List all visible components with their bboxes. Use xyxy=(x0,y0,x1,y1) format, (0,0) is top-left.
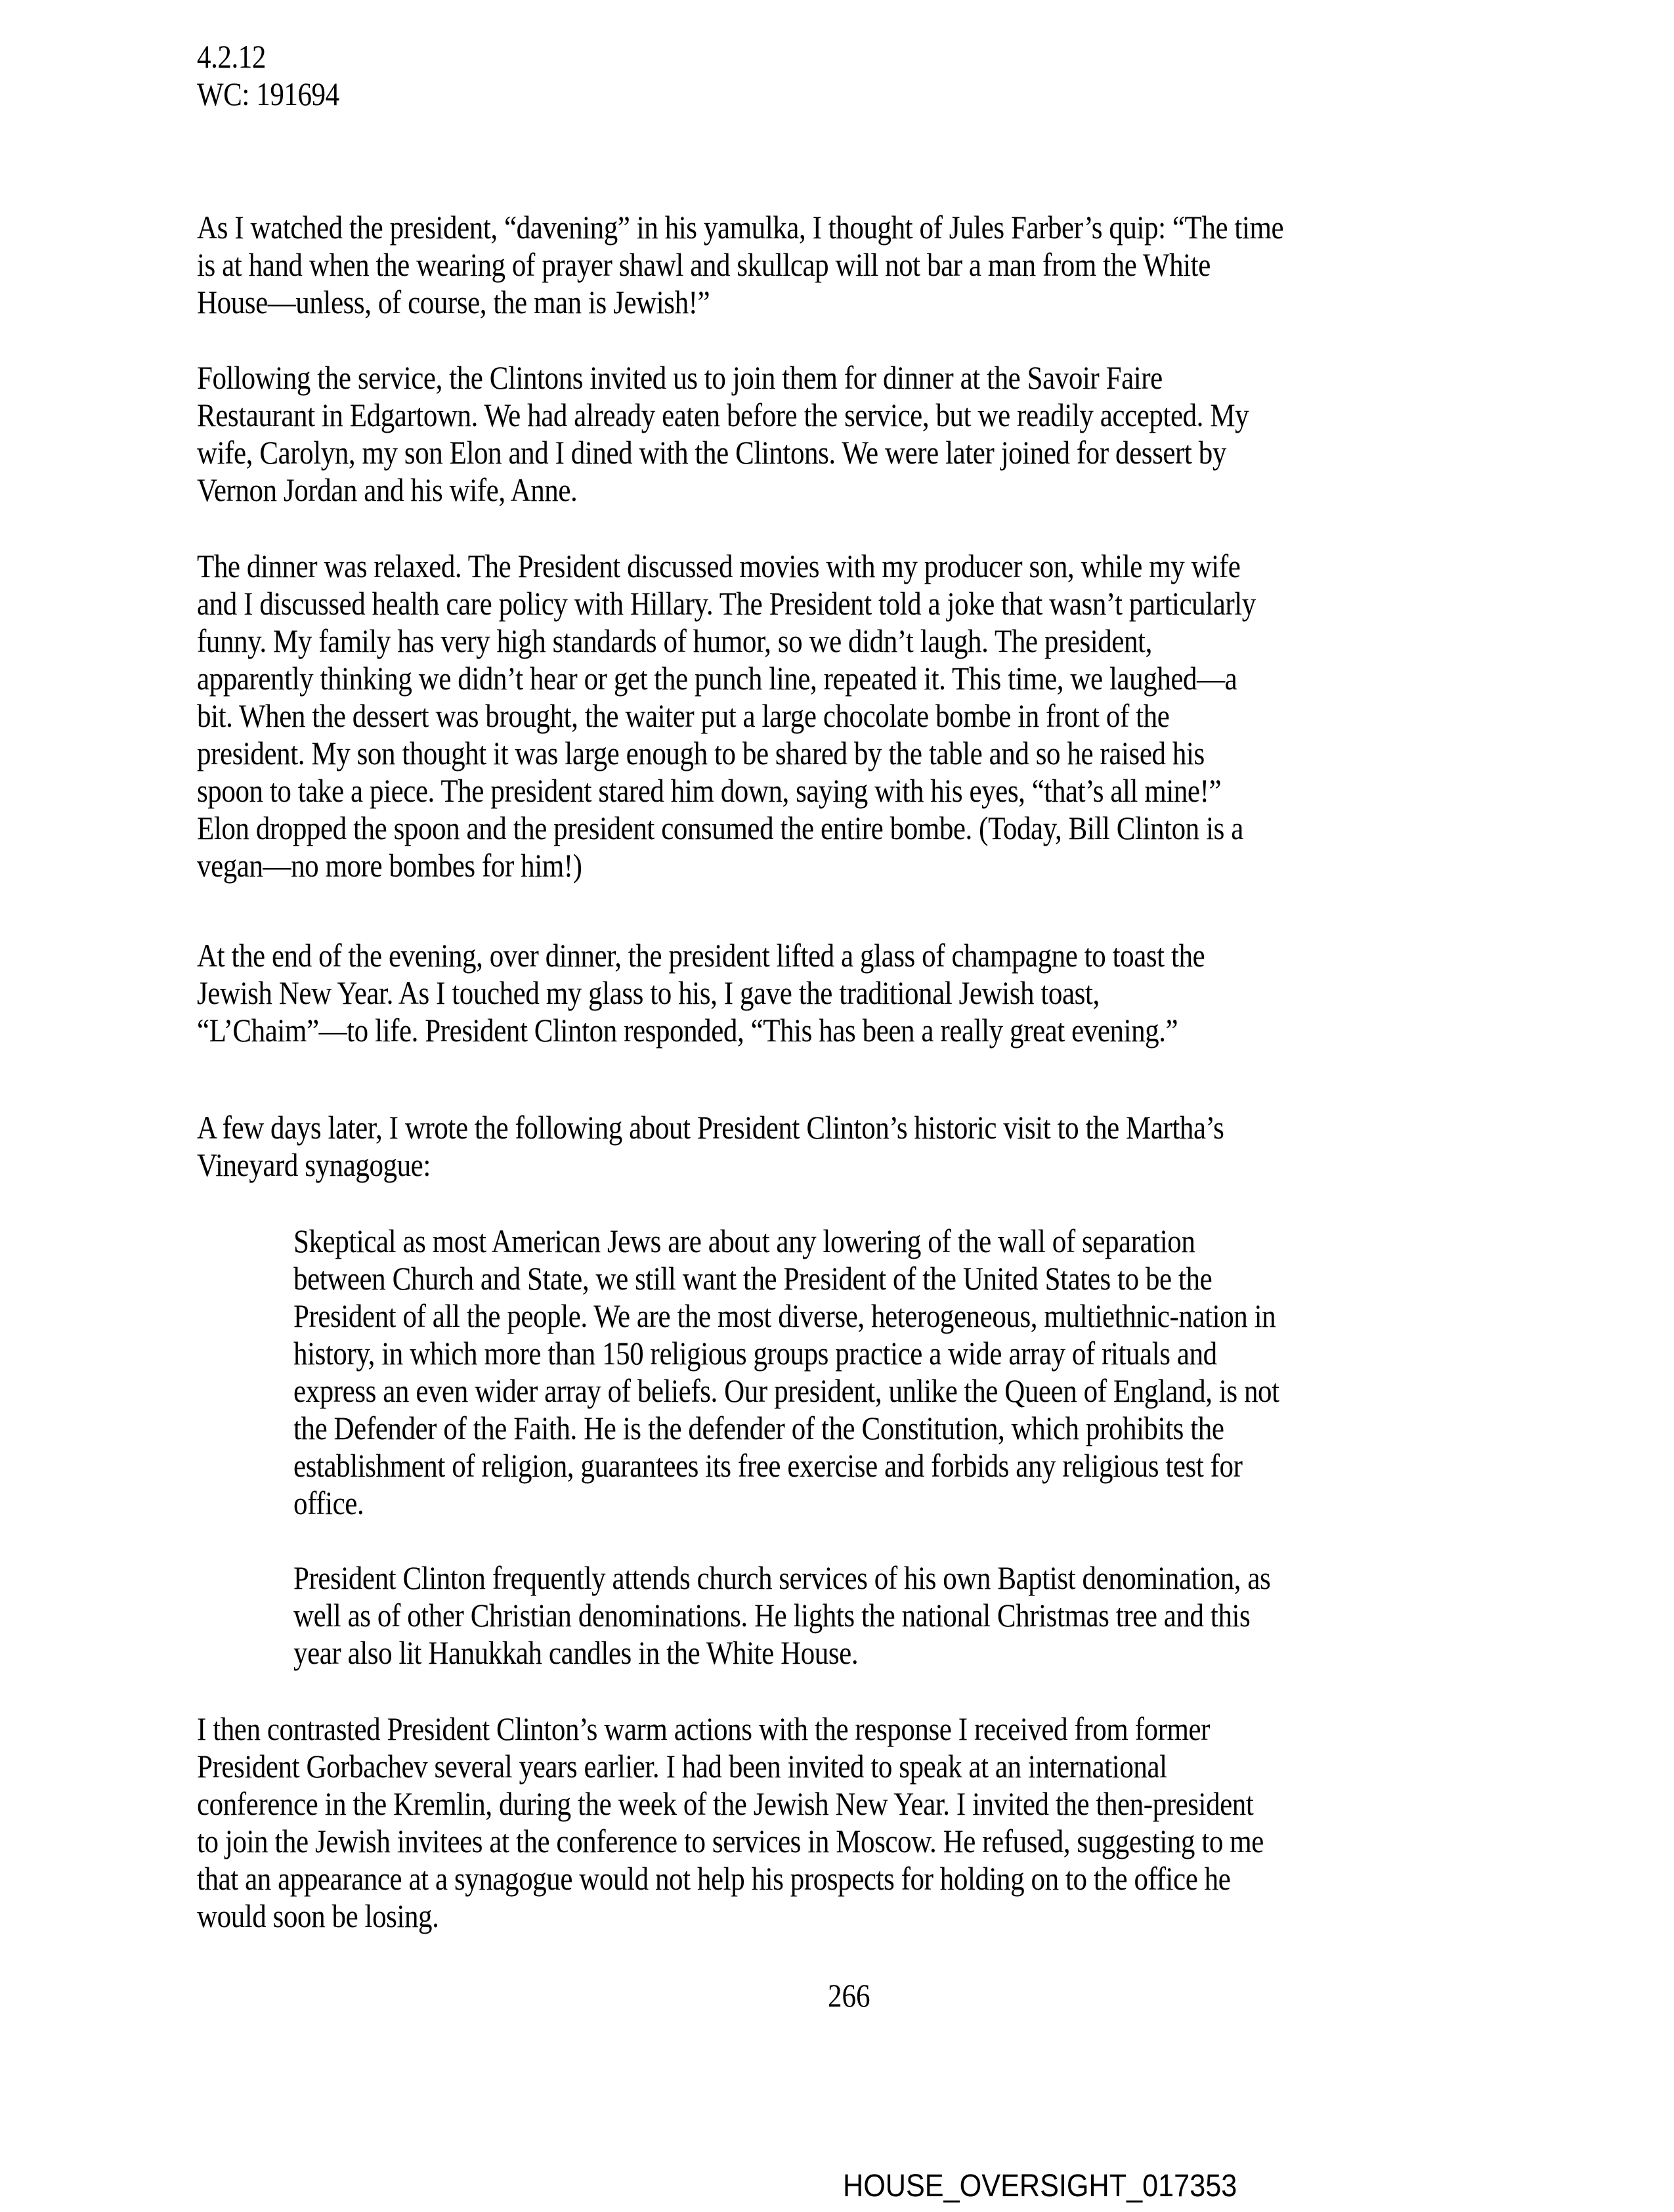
text-line: Vineyard synagogue: xyxy=(197,1146,431,1183)
text-line: Restaurant in Edgartown. We had already eaten before the service, but we readily accepted. My xyxy=(197,397,1249,433)
document-header xyxy=(197,38,362,113)
text-line: that an appearance at a synagogue would not help his prospects for holding on to the office he xyxy=(197,1860,1231,1897)
text-line: “L’Chaim”—to life. President Clinton responded, “This has been a really great evening.” xyxy=(197,1012,1178,1049)
page-number: 266 xyxy=(828,1977,870,2014)
quote-line: express an even wider array of beliefs. Our president, unlike the Queen of England, is not xyxy=(293,1372,1279,1409)
paragraph-dinner-relaxed xyxy=(197,548,1428,884)
text-line: bit. When the dessert was brought, the waiter put a large chocolate bombe in front of the xyxy=(197,697,1170,734)
paragraph-dinner-invitation xyxy=(197,359,1420,509)
text-line: House—unless, of course, the man is Jewish!” xyxy=(197,284,710,320)
text-line: conference in the Kremlin, during the week of the Jewish New Year. I invited the then-president xyxy=(197,1785,1254,1822)
text-line: apparently thinking we didn’t hear or get the punch line, repeated it. This time, we laughed—a xyxy=(197,660,1237,697)
text-line: spoon to take a piece. The president stared him down, saying with his eyes, “that’s all mine!” xyxy=(197,772,1222,809)
text-line: Vernon Jordan and his wife, Anne. xyxy=(197,471,578,508)
text-line: As I watched the president, “davening” in his yamulka, I thought of Jules Farber’s quip: “The time xyxy=(197,209,1284,246)
quote-line: the Defender of the Faith. He is the defender of the Constitution, which prohibits the xyxy=(293,1410,1224,1446)
text-line: Jewish New Year. As I touched my glass to his, I gave the traditional Jewish toast, xyxy=(197,974,1100,1011)
quote-line: between Church and State, we still want the President of the United States to be the xyxy=(293,1260,1213,1297)
paragraph-gorbachev xyxy=(197,1710,1437,1935)
text-line: is at hand when the wearing of prayer shawl and skullcap will not bar a man from the White xyxy=(197,246,1211,283)
paragraph-toast xyxy=(197,937,1369,1049)
blockquote-separation xyxy=(293,1223,1440,1522)
quote-line: Skeptical as most American Jews are about any lowering of the wall of separation xyxy=(293,1223,1195,1259)
text-line: Elon dropped the spoon and the president consumed the entire bombe. (Today, Bill Clinton is a xyxy=(197,810,1243,846)
paragraph-davening xyxy=(197,209,1461,321)
text-line: wife, Carolyn, my son Elon and I dined with the Clintons. We were later joined for dessert by xyxy=(197,434,1226,471)
quote-line: President of all the people. We are the most diverse, heterogeneous, multiethnic-nation in xyxy=(293,1297,1276,1334)
text-line: The dinner was relaxed. The President discussed movies with my producer son, while my wife xyxy=(197,548,1241,584)
text-line: and I discussed health care policy with Hillary. The President told a joke that wasn’t particularly xyxy=(197,585,1256,622)
bates-number: HOUSE_OVERSIGHT_017353 xyxy=(843,2169,1237,2203)
text-line: would soon be losing. xyxy=(197,1898,439,1934)
quote-line: office. xyxy=(293,1485,364,1521)
blockquote-church-services xyxy=(293,1559,1430,1672)
quote-line: history, in which more than 150 religious groups practice a wide array of rituals and xyxy=(293,1335,1217,1372)
word-count: WC: 191694 xyxy=(197,76,339,112)
quote-line: well as of other Christian denominations. He lights the national Christmas tree and this xyxy=(293,1597,1251,1634)
text-line: At the end of the evening, over dinner, the president lifted a glass of champagne to toast the xyxy=(197,937,1205,974)
text-line: funny. My family has very high standards of humor, so we didn’t laugh. The president, xyxy=(197,622,1152,659)
paragraph-few-days-later xyxy=(197,1109,1391,1184)
quote-line: year also lit Hanukkah candles in the White House. xyxy=(293,1634,859,1671)
text-line: to join the Jewish invitees at the conference to services in Moscow. He refused, suggesting to me xyxy=(197,1823,1264,1859)
quote-line: establishment of religion, guarantees its free exercise and forbids any religious test for xyxy=(293,1447,1243,1484)
text-line: A few days later, I wrote the following about President Clinton’s historic visit to the Martha’s xyxy=(197,1109,1224,1146)
text-line: vegan—no more bombes for him!) xyxy=(197,847,582,884)
text-line: Following the service, the Clintons invited us to join them for dinner at the Savoir Faire xyxy=(197,359,1163,396)
text-line: President Gorbachev several years earlier. I had been invited to speak at an international xyxy=(197,1748,1167,1785)
text-line: I then contrasted President Clinton’s warm actions with the response I received from former xyxy=(197,1710,1211,1747)
text-line: president. My son thought it was large enough to be shared by the table and so he raised his xyxy=(197,735,1205,771)
date-stamp: 4.2.12 xyxy=(197,38,266,75)
quote-line: President Clinton frequently attends church services of his own Baptist denomination, as xyxy=(293,1559,1271,1596)
